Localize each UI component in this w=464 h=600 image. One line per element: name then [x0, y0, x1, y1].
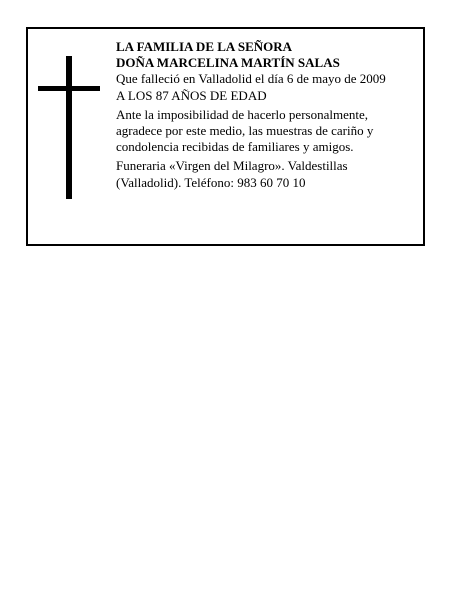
notice-text	[116, 39, 416, 191]
notice-heading-family: LA FAMILIA DE LA SEÑORA	[116, 39, 293, 54]
notice-funeral-phone: (Valladolid). Teléfono: 983 60 70 10	[116, 174, 306, 190]
cross-icon	[66, 56, 72, 199]
obituary-notice	[26, 27, 425, 246]
notice-thanks-line-2: agradece por este medio, las muestras de cariño y	[116, 123, 374, 139]
notice-thanks-line-1: Ante la imposibilidad de hacerlo personalmente,	[116, 106, 368, 122]
notice-death-date: Que falleció en Valladolid el día 6 de mayo de 2009	[116, 71, 386, 87]
notice-funeral-home: Funeraria «Virgen del Milagro». Valdestillas	[116, 158, 348, 174]
notice-age: A LOS 87 AÑOS DE EDAD	[116, 87, 267, 103]
cross-icon-bar	[38, 86, 100, 91]
notice-heading-name: DOÑA MARCELINA MARTÍN SALAS	[116, 55, 340, 71]
notice-thanks-line-3: condolencia recibidas de familiares y amigos.	[116, 139, 354, 155]
